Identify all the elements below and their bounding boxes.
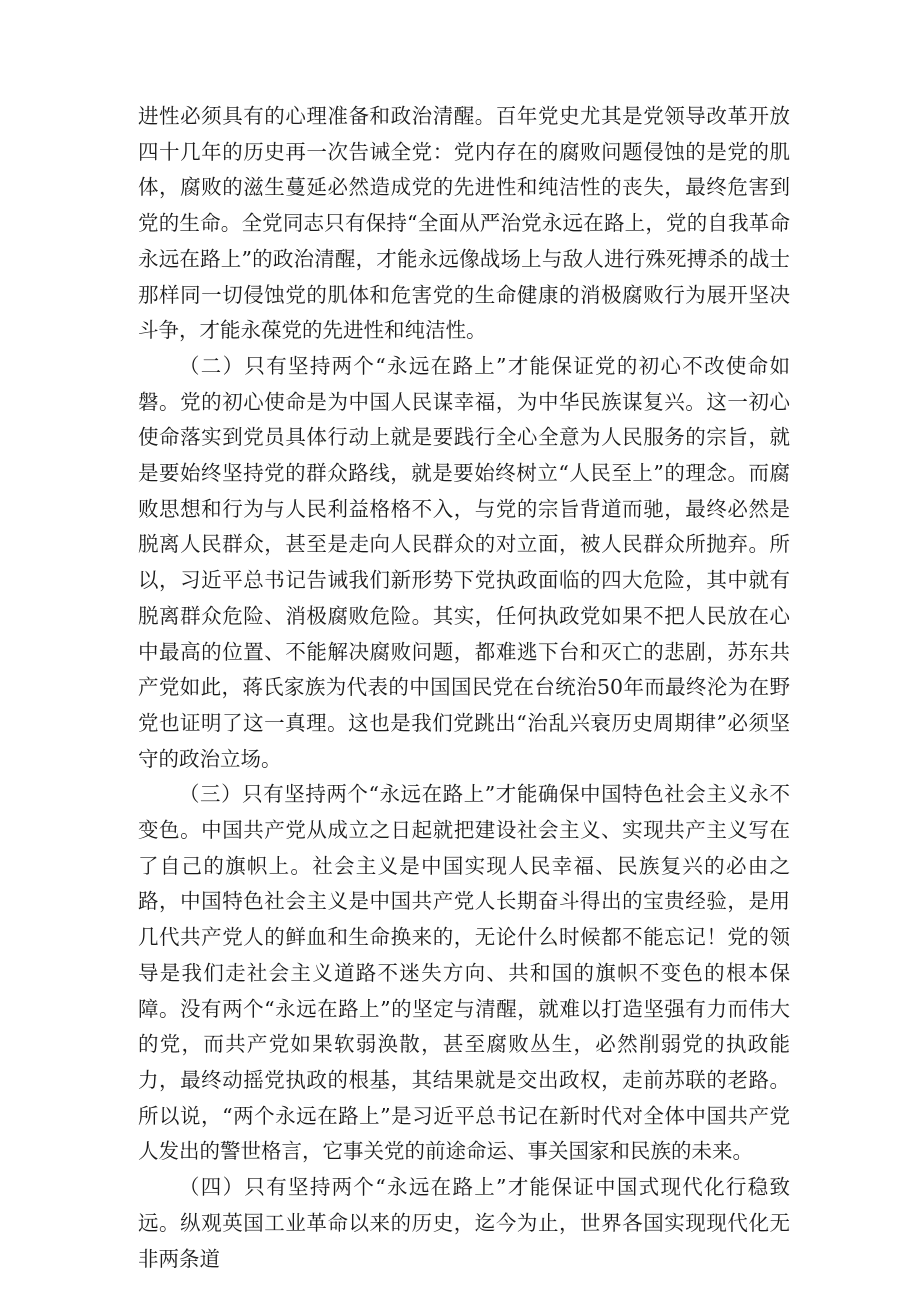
paragraph-1: 进性必须具有的心理准备和政治清醒。百年党史尤其是党领导改革开放四十几年的历史再一次告诫全党：党内存在的腐败问题侵蚀的是党的肌体，腐败的滋生蔓延必然造成党的先进性和纯洁性的丧失，最终危害到党的生命。全党同志只有保持“全面从严治党永远在路上，党的自我革命永远在路上”的政治清醒，才能永远像战场上与敌人进行殊死搏杀的战士那样同一切侵蚀党的肌体和危害党的生命健康的消极腐败行为展开坚决斗争，才能永葆党的先进性和纯洁性。 <box>138 104 790 343</box>
paragraph-2: （二）只有坚持两个“永远在路上”才能保证党的初心不改使命如磐。党的初心使命是为中国人民谋幸福，为中华民族谋复兴。这一初心使命落实到党员具体行动上就是要践行全心全意为人民服务的宗旨，就是要始终坚持党的群众路线，就是要始终树立“人民至上”的理念。而腐败思想和行为与人民利益格格不入，与党的宗旨背道而驰，最终必然是脱离人民群众，甚至是走向人民群众的对立面，被人民群众所抛弃。所以，习近平总书记告诫我们新形势下党执政面临的四大危险，其中就有脱离群众危险、消极腐败危险。其实，任何执政党如果不把人民放在心中最高的位置、不能解决腐败问题，都难逃下台和灭亡的悲剧，苏东共产党如此，蒋氏家族为代表的中国国民党在台统治50年而最终沦为在野党也证明了这一真理。这也是我们党跳出“治乱兴衰历史周期律”必须坚守的政治立场。 <box>138 353 790 771</box>
paragraph-3: （三）只有坚持两个“永远在路上”才能确保中国特色社会主义永不变色。中国共产党从成立之日起就把建设社会主义、实现共产主义写在了自己的旗帜上。社会主义是中国实现人民幸福、民族复兴的必由之路，中国特色社会主义是中国共产党人长期奋斗得出的宝贵经验，是用几代共产党人的鲜血和生命换来的，无论什么时候都不能忘记！党的领导是我们走社会主义道路不迷失方向、共和国的旗帜不变色的根本保障。没有两个“永远在路上”的坚定与清醒，就难以打造坚强有力而伟大的党，而共产党如果软弱涣散，甚至腐败丛生，必然削弱党的执政能力，最终动摇党执政的根基，其结果就是交出政权，走前苏联的老路。所以说，“两个永远在路上”是习近平总书记在新时代对全体中国共产党人发出的警世格言，它事关党的前途命运、事关国家和民族的未来。 <box>138 782 790 1164</box>
paragraph-4: （四）只有坚持两个“永远在路上”才能保证中国式现代化行稳致远。纵观英国工业革命以来的历史，迄今为止，世界各国实现现代化无非两条道 <box>138 1175 790 1271</box>
document-body <box>138 99 790 1277</box>
